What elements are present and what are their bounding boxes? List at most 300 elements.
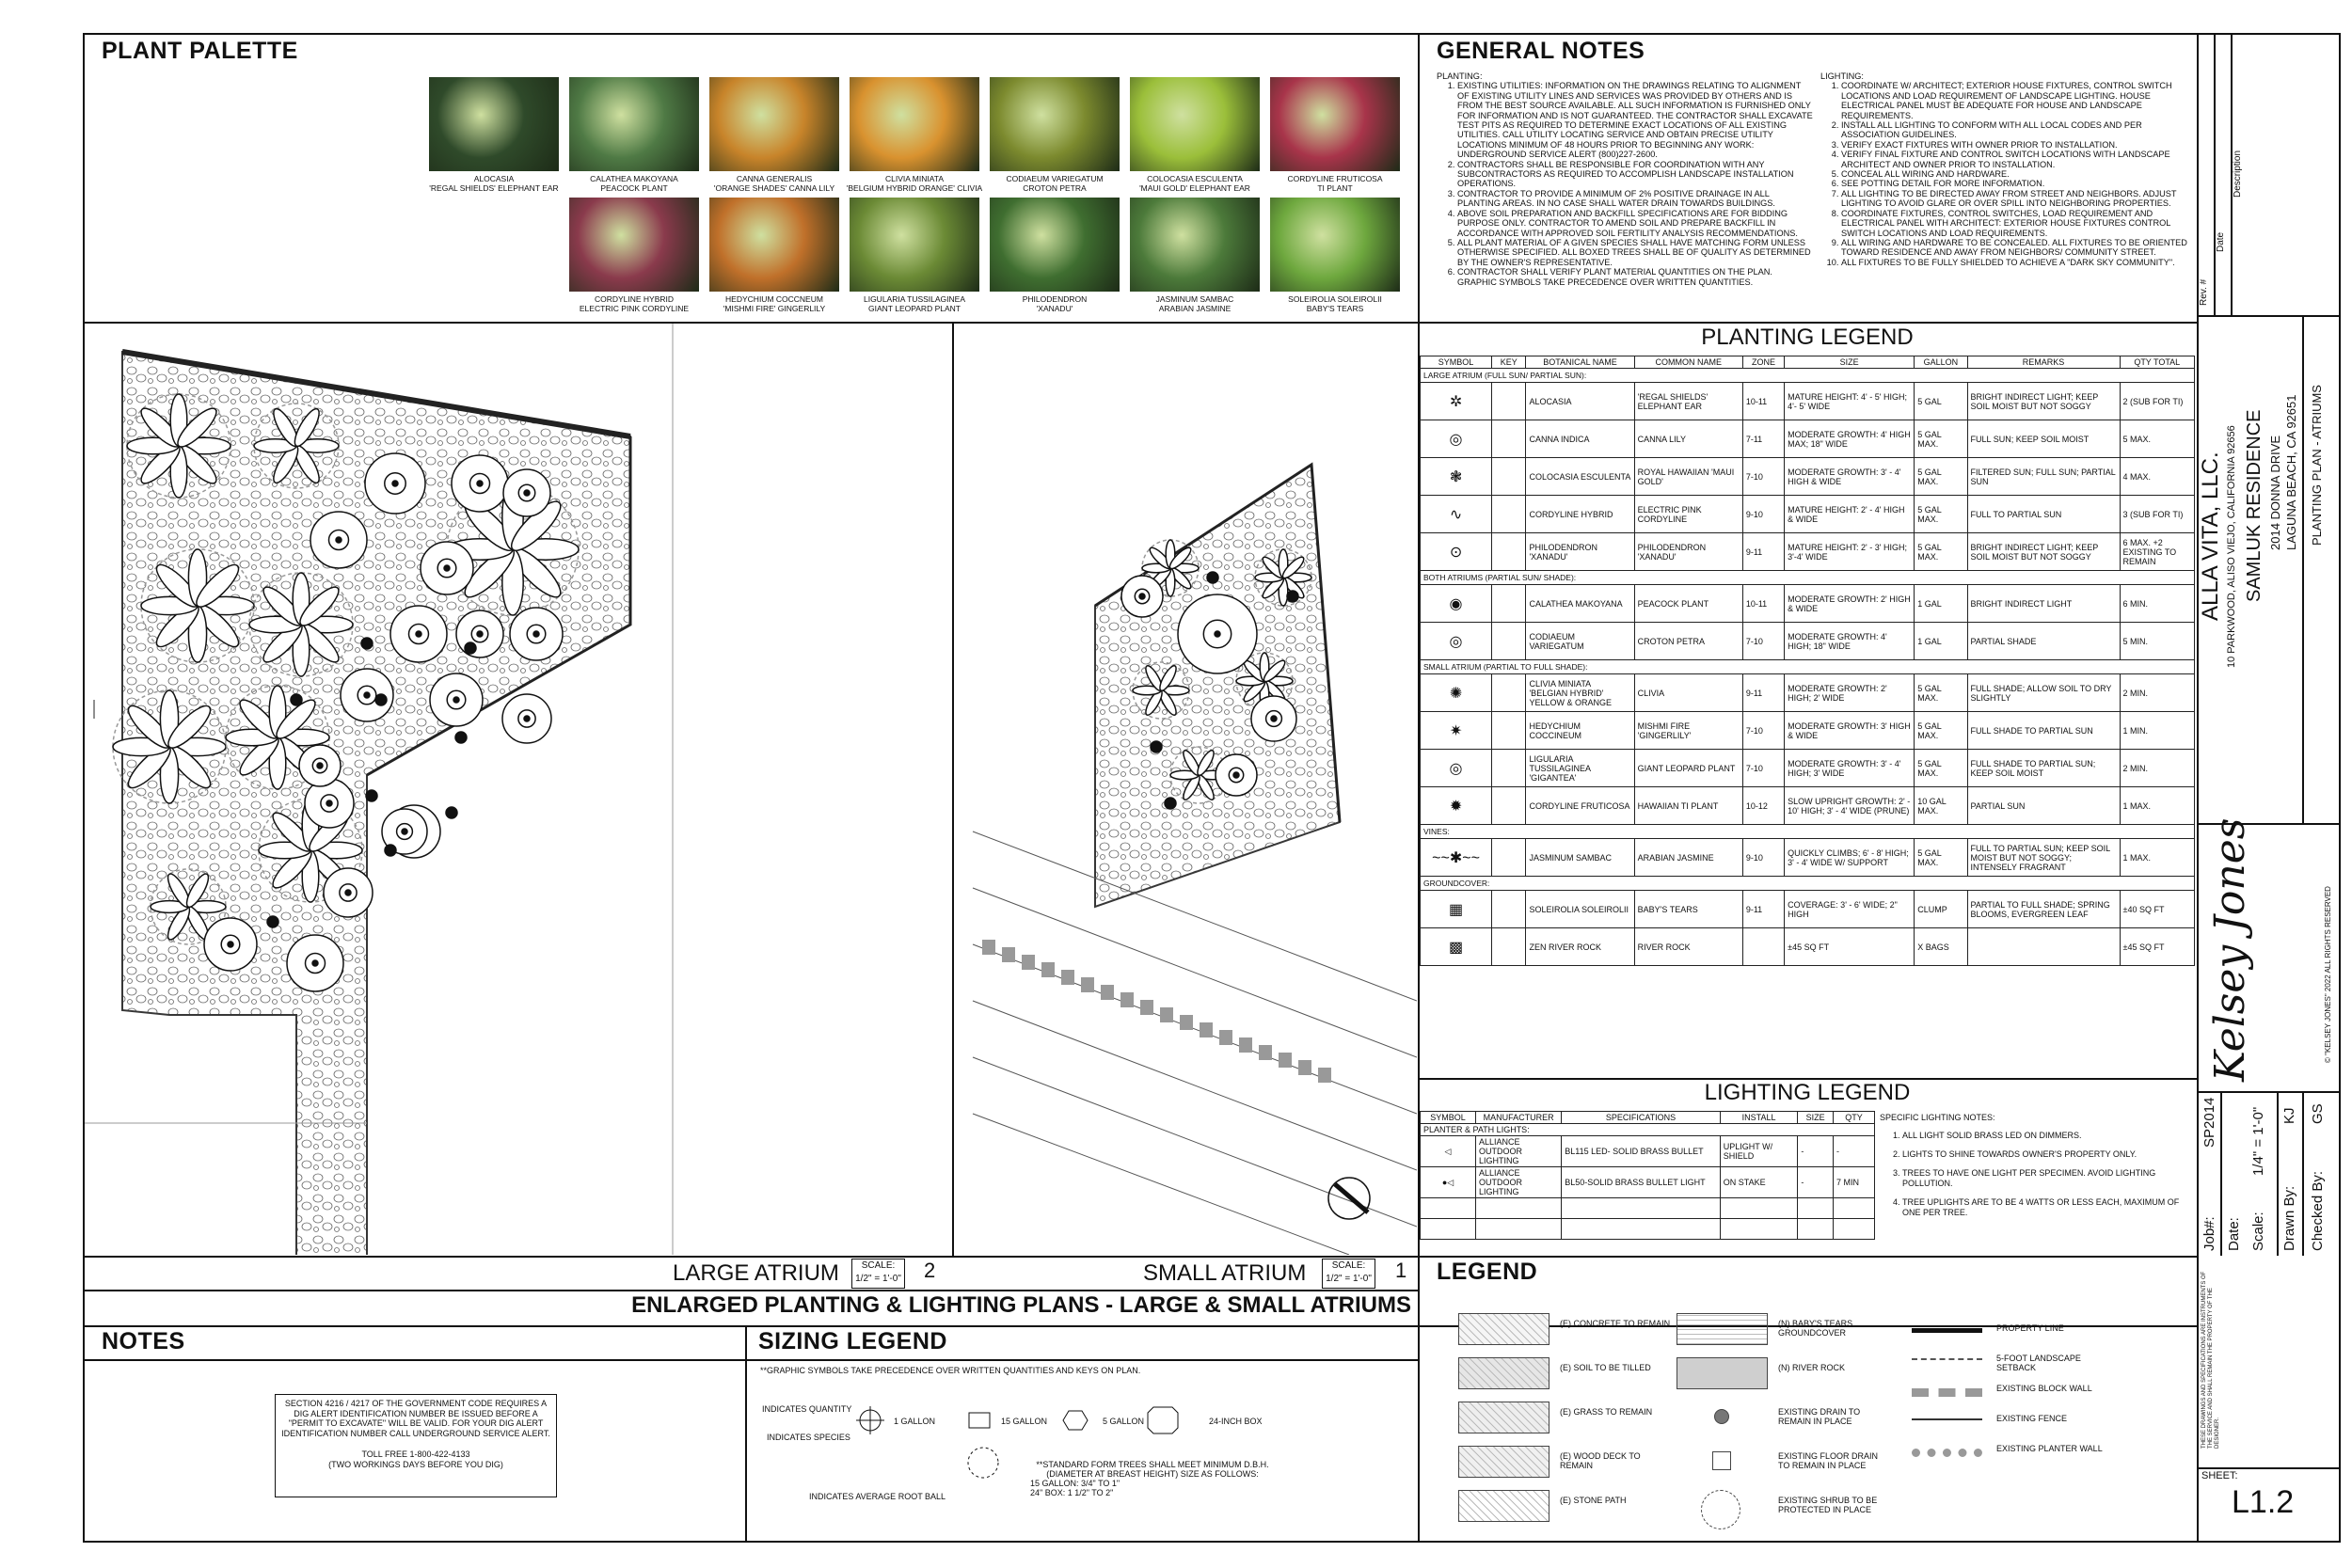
plant-zone: 10-12 — [1742, 787, 1784, 825]
plant-size: MODERATE GROWTH: 3' - 4' HIGH; 3' WIDE — [1785, 750, 1915, 787]
lighting-empty-cell — [1798, 1219, 1834, 1240]
tb-signature: Kelsey Jones — [2206, 817, 2254, 1082]
block-wall-segment — [1140, 1000, 1153, 1015]
plant-size: QUICKLY CLIMBS; 6' - 8' HIGH; 3' - 4' WIDE W/ SUPPORT — [1785, 839, 1915, 877]
plant-caption — [704, 175, 845, 193]
tb-job-label: Job#: — [2201, 1216, 2217, 1251]
legend-label: PROPERTY LINE — [1996, 1323, 2064, 1333]
plant-symbol-ring — [421, 542, 473, 594]
legend-swatch — [1458, 1313, 1549, 1345]
plant-caption-sub: PEACOCK PLANT — [600, 182, 668, 193]
divider-notes — [1418, 322, 2197, 324]
lighting-legend-table — [1420, 1111, 1875, 1240]
light-fixture-icon — [291, 694, 302, 705]
large-atrium-scale — [851, 1259, 905, 1289]
plant-key — [1492, 787, 1526, 825]
plant-zone: 7-10 — [1742, 712, 1784, 750]
lighting-row — [1421, 1136, 1875, 1167]
plant-gallon: 5 GAL — [1915, 383, 1967, 420]
plant-symbol-ring — [390, 606, 447, 662]
plant-gallon: 5 GAL MAX. — [1915, 420, 1967, 458]
plant-zone: 7-10 — [1742, 623, 1784, 660]
legend-group-row — [1421, 825, 2195, 839]
legend-label: (E) CONCRETE TO REMAIN — [1560, 1319, 1671, 1328]
plant-caption-name: ALOCASIA — [473, 174, 515, 183]
plant-symbol-ring — [430, 673, 483, 726]
plant-photo — [569, 198, 699, 292]
small-scale-value: 1/2" = 1'-0" — [1326, 1274, 1372, 1284]
lighting-empty-cell — [1833, 1198, 1874, 1219]
plant-qty: 2 MIN. — [2120, 750, 2195, 787]
legend-swatch — [1458, 1490, 1549, 1522]
plant-symbol-ring — [1251, 696, 1296, 741]
lighting-empty-cell — [1421, 1219, 1476, 1240]
lighting-note: 8. COORDINATE FIXTURES, CONTROL SWITCHES, LOAD REQUIREMENT AND ELECTRICAL PANEL WITH ARCHITECT: EXTERIOR HOUSE FIXTURES CONTROL SWITCH LOCATIONS AND LOAD REQUIREMENTS. — [1841, 209, 2189, 238]
plant-symbol: ◉ — [1421, 585, 1492, 623]
plant-botanical: CORDYLINE FRUTICOSA — [1526, 787, 1634, 825]
legend-group-row — [1421, 571, 2195, 585]
plant-symbol-flower — [1255, 549, 1311, 606]
plant-symbol-ring — [510, 608, 563, 660]
plant-gallon: CLUMP — [1915, 891, 1967, 928]
plant-photo — [1270, 198, 1400, 292]
sizing-5gal: 5 GALLON — [1103, 1417, 1145, 1426]
plant-caption-sub: CROTON PETRA — [1023, 182, 1087, 193]
plant-symbol: ▩ — [1421, 928, 1492, 966]
lighting-row — [1421, 1167, 1875, 1198]
block-wall-segment — [1160, 1007, 1173, 1022]
plant-zone: 9-10 — [1742, 496, 1784, 533]
legend-group-row — [1421, 369, 2195, 383]
plant-gallon: 5 GAL MAX. — [1915, 750, 1967, 787]
light-fixture-icon — [375, 694, 387, 705]
lighting-empty-cell — [1562, 1219, 1721, 1240]
plant-symbol: ◎ — [1421, 420, 1492, 458]
legend-header-cell: GALLON — [1915, 356, 1967, 369]
plant-symbol: ▦ — [1421, 891, 1492, 928]
lighting-header-cell: SPECIFICATIONS — [1562, 1112, 1721, 1124]
lighting-note: 6. SEE POTTING DETAIL FOR MORE INFORMATION. — [1841, 179, 2189, 188]
plant-gallon: 5 GAL MAX. — [1915, 496, 1967, 533]
legend-label: EXISTING DRAIN TO REMAIN IN PLACE — [1778, 1407, 1861, 1426]
plant-botanical: CORDYLINE HYBRID — [1526, 496, 1634, 533]
light-fixture-icon — [361, 638, 373, 649]
plant-caption-sub: 'ORANGE SHADES' CANNA LILY — [713, 182, 835, 193]
plant-size: MATURE HEIGHT: 2' - 4' HIGH & WIDE — [1785, 496, 1915, 533]
block-wall-segment — [1259, 1045, 1272, 1060]
tb-company: ALLA VITA, LLC. — [2198, 451, 2223, 621]
legend-header-cell: SYMBOL — [1421, 356, 1492, 369]
block-wall-segment — [1061, 970, 1074, 985]
tb-divider-sheet — [2197, 1467, 2341, 1469]
block-wall-segment — [1081, 977, 1094, 992]
block-wall-segment — [1041, 962, 1055, 977]
block-wall-segment — [1180, 1015, 1193, 1030]
general-notes-title: GENERAL NOTES — [1437, 38, 1645, 64]
planting-note: 1. EXISTING UTILITIES: INFORMATION ON THE DRAWINGS RELATING TO ALIGNMENT OF EXISTING UTILITY LINES AND SERVICES WAS PROVIDED BY OTHERS AND IS FROM THE BEST SOURCE AVAILABLE. ALL SUCH INFORMATION IS FURNISHED ONLY FOR INFORMATION AND IS NOT GUARANTEED. THE CONTRACTOR SHALL EXCAVATE TEST PITS AS REQUIRED TO DETERMINE EXACT LOCATIONS OF ALL EXISTING UTILITIES. CALL UTILITY LOCATING SERVICE AND OBTAIN PRECISE UTILITY LOCATIONS MINIMUM OF 48 HOURS PRIOR TO BEGINNING ANY WORK: UNDERGROUND SERVICE ALERT (800)227-2600. — [1457, 81, 1813, 159]
plant-symbol-flower — [249, 573, 353, 676]
tb-plan-divider — [2302, 315, 2304, 823]
plant-zone: 10-11 — [1742, 383, 1784, 420]
plant-zone: 7-11 — [1742, 420, 1784, 458]
light-manufacturer: ALLIANCE OUTDOOR LIGHTING — [1476, 1136, 1562, 1167]
legend-line — [1912, 1388, 1982, 1397]
plant-caption-sub: 'MAUI GOLD' ELEPHANT EAR — [1139, 182, 1250, 193]
plant-caption-sub: BABY'S TEARS — [1306, 303, 1364, 313]
tb-copyright: © "KELSEY JONES" 2022 ALL RIGHTS RESERVED — [2324, 886, 2332, 1063]
tb-description: Description — [2233, 150, 2243, 198]
legend-row — [1421, 383, 2195, 420]
plant-botanical: CALATHEA MAKOYANA — [1526, 585, 1634, 623]
plant-remarks: PARTIAL TO FULL SHADE; SPRING BLOOMS, EVERGREEN LEAF — [1967, 891, 2120, 928]
lighting-header-cell: SYMBOL — [1421, 1112, 1476, 1124]
plant-zone: 9-11 — [1742, 674, 1784, 712]
plant-remarks: BRIGHT INDIRECT LIGHT — [1967, 585, 2120, 623]
plant-zone — [1742, 928, 1784, 966]
plant-size: MODERATE GROWTH: 4' HIGH; 18" WIDE — [1785, 623, 1915, 660]
plant-caption-sub: 'REGAL SHIELDS' ELEPHANT EAR — [429, 182, 559, 193]
lighting-header-row — [1421, 1112, 1875, 1124]
sizing-1gal: 1 GALLON — [894, 1417, 936, 1426]
plant-symbol-ring — [503, 469, 550, 516]
legend-group-label: SMALL ATRIUM (PARTIAL TO FULL SHADE): — [1421, 660, 2195, 674]
block-wall-segment — [1101, 985, 1114, 1000]
tb-checked: GS — [2310, 1103, 2326, 1124]
plant-key — [1492, 496, 1526, 533]
plant-botanical: ALOCASIA — [1526, 383, 1634, 420]
sizing-standard-1: **STANDARD FORM TREES SHALL MEET MINIMUM D.B.H. — [1036, 1460, 1269, 1469]
legend-label: EXISTING PLANTER WALL — [1996, 1444, 2103, 1453]
legend-label: EXISTING SHRUB TO BE PROTECTED IN PLACE — [1778, 1496, 1878, 1514]
plant-common: HAWAIIAN TI PLANT — [1634, 787, 1742, 825]
plant-caption — [1264, 175, 1406, 193]
plant-common: BABY'S TEARS — [1634, 891, 1742, 928]
plant-zone: 9-11 — [1742, 533, 1784, 571]
plant-remarks: PARTIAL SUN — [1967, 787, 2120, 825]
tb-checked-label: Checked By: — [2310, 1170, 2326, 1251]
light-install: UPLIGHT W/ SHIELD — [1720, 1136, 1798, 1167]
lighting-note: 10. ALL FIXTURES TO BE FULLY SHIELDED TO ACHIEVE A "DARK SKY COMMUNITY". — [1841, 258, 2189, 267]
tb-scale: 1/4" = 1'-0" — [2250, 1106, 2266, 1176]
divider-sheet-title — [83, 1290, 1419, 1291]
lighting-notes — [1820, 71, 2189, 267]
legend-label: (E) STONE PATH — [1560, 1496, 1627, 1505]
plant-size: ±45 SQ FT — [1785, 928, 1915, 966]
small-atrium-plan — [954, 324, 1417, 1255]
sizing-precedence: **GRAPHIC SYMBOLS TAKE PRECEDENCE OVER WRITTEN QUANTITIES AND KEYS ON PLAN. — [760, 1366, 1141, 1375]
legend-swatch — [1714, 1409, 1729, 1424]
dig-alert-box — [275, 1394, 557, 1497]
legend-header-cell: COMMON NAME — [1634, 356, 1742, 369]
divider-titleblock — [2197, 33, 2199, 1543]
plant-remarks: FULL SHADE TO PARTIAL SUN; KEEP SOIL MOIST — [1967, 750, 2120, 787]
lighting-empty-cell — [1720, 1219, 1798, 1240]
lighting-header-cell: INSTALL — [1720, 1112, 1798, 1124]
plant-key — [1492, 533, 1526, 571]
plant-qty: 1 MAX. — [2120, 839, 2195, 877]
sizing-root: INDICATES AVERAGE ROOT BALL — [809, 1492, 946, 1501]
plant-symbol-ring — [324, 868, 373, 917]
plant-botanical: SOLEIROLIA SOLEIROLII — [1526, 891, 1634, 928]
legend-header-cell: KEY — [1492, 356, 1526, 369]
sizing-15gal: 15 GALLON — [1001, 1417, 1048, 1426]
large-atrium-label: LARGE ATRIUM — [673, 1260, 839, 1286]
plant-symbol-ring — [452, 455, 508, 512]
plant-symbol-ring — [305, 779, 354, 828]
plant-caption — [564, 175, 705, 193]
plant-common: CANNA LILY — [1634, 420, 1742, 458]
light-symbol: ◁ — [1421, 1136, 1476, 1167]
lighting-note: 7. ALL LIGHTING TO BE DIRECTED AWAY FROM STREET AND NEIGHBORS. ADJUST LIGHTING TO AVOID GLARE OR OVER SPILL INTO NEIGHBORING PROPERTIES. — [1841, 189, 2189, 209]
legend-label: (N) RIVER ROCK — [1778, 1363, 1846, 1372]
legend-row — [1421, 533, 2195, 571]
lighting-group-row — [1421, 1124, 1875, 1136]
plant-caption-name: CORDYLINE HYBRID — [594, 294, 675, 304]
plant-symbol-ring — [502, 694, 551, 743]
plant-remarks: FULL TO PARTIAL SUN — [1967, 496, 2120, 533]
legend-row — [1421, 458, 2195, 496]
plant-gallon: X BAGS — [1915, 928, 1967, 966]
plant-remarks: BRIGHT INDIRECT LIGHT; KEEP SOIL MOIST BUT NOT SOGGY — [1967, 533, 2120, 571]
plant-symbol-ring — [310, 512, 367, 568]
block-wall-segment — [1002, 947, 1015, 962]
plant-photo — [850, 77, 979, 171]
sizing-qty: INDICATES QUANTITY — [762, 1404, 852, 1414]
lighting-empty-cell — [1476, 1219, 1562, 1240]
legend-group-label: BOTH ATRIUMS (PARTIAL SUN/ SHADE): — [1421, 571, 2195, 585]
light-qty: - — [1833, 1136, 1874, 1167]
lighting-notes-head: LIGHTING: — [1820, 71, 1864, 81]
plant-remarks: FILTERED SUN; FULL SUN; PARTIAL SUN — [1967, 458, 2120, 496]
light-fixture-icon — [385, 845, 396, 856]
light-manufacturer: ALLIANCE OUTDOOR LIGHTING — [1476, 1167, 1562, 1198]
legend-row — [1421, 928, 2195, 966]
legend-header-row — [1421, 356, 2195, 369]
lighting-note: 1. COORDINATE W/ ARCHITECT; EXTERIOR HOUSE FIXTURES, CONTROL SWITCH LOCATIONS AND LOAD REQUIREMENT OF LANDSCAPE LIGHTING. HOUSE ELECTRICAL PANEL MUST BE ADEQUATE FOR HOUSE AND LANDSCAPE REQUIREMENTS. — [1841, 81, 2189, 120]
plant-symbol: ✹ — [1421, 787, 1492, 825]
plant-symbol-ring — [299, 745, 341, 786]
plant-symbol: ✺ — [1421, 674, 1492, 712]
plant-key — [1492, 839, 1526, 877]
block-wall-segment — [1318, 1068, 1331, 1083]
tb-job-col2 — [2277, 1091, 2279, 1256]
plant-size: MATURE HEIGHT: 2' - 3' HIGH; 3'-4' WIDE — [1785, 533, 1915, 571]
plant-symbol: ~~✱~~ — [1421, 839, 1492, 877]
plant-size: MODERATE GROWTH: 4' HIGH MAX; 18" WIDE — [1785, 420, 1915, 458]
divider-legend — [1418, 1256, 2197, 1258]
tb-drawn: KJ — [2281, 1107, 2297, 1124]
legend-title: LEGEND — [1437, 1259, 1538, 1285]
plant-common: GIANT LEOPARD PLANT — [1634, 750, 1742, 787]
tb-disclaimer: THESE DRAWINGS AND SPECIFICATIONS ARE INSTRUMENTS OF THE SERVICE AND SHALL REMAIN THE PROPERTY OF THE DESIGNER. — [2201, 1271, 2220, 1449]
legend-row — [1421, 712, 2195, 750]
plant-symbol-flower — [141, 549, 254, 662]
block-wall-segment — [982, 940, 995, 955]
plant-zone: 9-10 — [1742, 839, 1784, 877]
plant-zone: 9-11 — [1742, 891, 1784, 928]
plant-common: PEACOCK PLANT — [1634, 585, 1742, 623]
plant-size: SLOW UPRIGHT GROWTH: 2' - 10' HIGH; 3' - 4' WIDE (PRUNE) — [1785, 787, 1915, 825]
plant-photo — [1130, 77, 1260, 171]
plant-qty: ±45 SQ FT — [2120, 928, 2195, 966]
plant-caption — [1124, 295, 1265, 313]
planting-note: 5. ALL PLANT MATERIAL OF A GIVEN SPECIES SHALL HAVE MATCHING FORM UNLESS OTHERWISE SPECIFIED. ALL BOXED TREES SHALL BE OF QUALITY AS DETERMINED BY THE OWNER'S REPRESENTATIVE. — [1457, 238, 1813, 267]
sheet-title: ENLARGED PLANTING & LIGHTING PLANS - LARGE & SMALL ATRIUMS — [631, 1292, 1411, 1318]
planting-legend-title: PLANTING LEGEND — [1701, 325, 1914, 350]
light-fixture-icon — [267, 916, 278, 927]
plant-gallon: 5 GAL MAX. — [1915, 458, 1967, 496]
plant-qty: 6 MIN. — [2120, 585, 2195, 623]
tb-divider-rev — [2197, 315, 2341, 317]
plant-caption-sub: 'MISHMI FIRE' GINGERLILY — [723, 303, 826, 313]
sizing-standard-4: 24" BOX: 1 1/2" TO 2" — [1030, 1488, 1114, 1497]
plant-key — [1492, 458, 1526, 496]
lighting-note: 9. ALL WIRING AND HARDWARE TO BE CONCEALED. ALL FIXTURES TO BE ORIENTED TOWARD RESIDENCE AND AWAY FROM NEIGHBORS/ COMMUNITY STREET. — [1841, 238, 2189, 258]
plant-qty: 1 MAX. — [2120, 787, 2195, 825]
plant-symbol-ring — [287, 935, 343, 991]
plant-qty: 6 MAX. +2 EXISTING TO REMAIN — [2120, 533, 2195, 571]
legend-label: (E) WOOD DECK TO REMAIN — [1560, 1451, 1641, 1470]
specific-lighting-note: 1. ALL LIGHT SOLID BRASS LED ON DIMMERS. — [1902, 1131, 2190, 1141]
legend-row — [1421, 891, 2195, 928]
lighting-note: 2. INSTALL ALL LIGHTING TO CONFORM WITH ALL LOCAL CODES AND PER ASSOCIATION GUIDELINES. — [1841, 120, 2189, 140]
plant-gallon: 5 GAL MAX. — [1915, 533, 1967, 571]
plant-symbol: ∿ — [1421, 496, 1492, 533]
plant-symbol: ✲ — [1421, 383, 1492, 420]
sizing-standard — [1030, 1460, 1275, 1497]
block-wall-segment — [1219, 1030, 1232, 1045]
tb-street: 2014 DONNA DRIVE — [2268, 435, 2282, 550]
block-wall-segment — [1239, 1037, 1252, 1053]
plant-caption-sub: 'XANADU' — [1036, 303, 1073, 313]
plant-symbol-ring — [1121, 576, 1163, 617]
plant-remarks: FULL TO PARTIAL SUN; KEEP SOIL MOIST BUT NOT SOGGY; INTENSELY FRAGRANT — [1967, 839, 2120, 877]
light-fixture-icon — [455, 732, 467, 743]
plant-qty: 5 MIN. — [2120, 623, 2195, 660]
small-scale-label: SCALE: — [1331, 1260, 1366, 1271]
plant-symbol: ◎ — [1421, 623, 1492, 660]
plant-qty: 3 (SUB FOR TI) — [2120, 496, 2195, 533]
plant-caption-sub: ARABIAN JASMINE — [1158, 303, 1232, 313]
light-fixture-icon — [465, 642, 476, 654]
plant-photo — [1270, 77, 1400, 171]
tb-sheet-label: SHEET: — [2201, 1470, 2238, 1481]
plant-caption-sub: GIANT LEOPARD PLANT — [868, 303, 961, 313]
plant-symbol: ✷ — [1421, 712, 1492, 750]
dig-alert-text: SECTION 4216 / 4217 OF THE GOVERNMENT CODE REQUIRES A DIG ALERT IDENTIFICATION NUMBER BE ISSUED BEFORE A "PERMIT TO EXCAVATE" WILL BE VALID. FOR YOUR DIG ALERT IDENTIFICATION NUMBER CALL UNDERGROUND SERVICE ALERT. — [281, 1399, 550, 1438]
plant-palette-title: PLANT PALETTE — [102, 38, 298, 64]
dig-alert-days: (TWO WORKINGS DAYS BEFORE YOU DIG) — [328, 1459, 503, 1469]
legend-line — [1912, 1449, 1982, 1457]
lighting-header-cell: SIZE — [1798, 1112, 1834, 1124]
plant-botanical: LIGULARIA TUSSILAGINEA 'GIGANTEA' — [1526, 750, 1634, 787]
small-atrium-label: SMALL ATRIUM — [1143, 1260, 1307, 1286]
plant-botanical: PHILODENDRON 'XANADU' — [1526, 533, 1634, 571]
plant-zone: 7-10 — [1742, 750, 1784, 787]
large-scale-value: 1/2" = 1'-0" — [855, 1274, 901, 1284]
lighting-empty-cell — [1421, 1198, 1476, 1219]
lighting-empty-row — [1421, 1198, 1875, 1219]
specific-lighting-notes-head: SPECIFIC LIGHTING NOTES: — [1880, 1113, 1995, 1122]
plant-size: MODERATE GROWTH: 2' HIGH; 2' WIDE — [1785, 674, 1915, 712]
plant-caption-name: HEDYCHIUM COCCNEUM — [725, 294, 823, 304]
plant-photo — [990, 77, 1120, 171]
small-atrium-scale — [1322, 1259, 1375, 1289]
lighting-empty-cell — [1562, 1198, 1721, 1219]
plant-size: MODERATE GROWTH: 3' - 4' HIGH & WIDE — [1785, 458, 1915, 496]
plant-caption-name: CANNA GENERALIS — [736, 174, 813, 183]
light-install: ON STAKE — [1720, 1167, 1798, 1198]
plant-common: ELECTRIC PINK CORDYLINE — [1634, 496, 1742, 533]
plant-zone: 10-11 — [1742, 585, 1784, 623]
plant-gallon: 5 GAL MAX. — [1915, 674, 1967, 712]
light-fixture-icon — [1165, 798, 1176, 809]
plant-key — [1492, 383, 1526, 420]
plant-common: PHILODENDRON 'XANADU' — [1634, 533, 1742, 571]
sizing-legend-title: SIZING LEGEND — [758, 1328, 947, 1354]
lighting-legend-title: LIGHTING LEGEND — [1704, 1080, 1911, 1105]
lighting-group-label: PLANTER & PATH LIGHTS: — [1421, 1124, 1875, 1136]
plant-symbol-flower — [127, 394, 230, 498]
tb-plan: PLANTING PLAN - ATRIUMS — [2310, 385, 2324, 546]
legend-header-cell: BOTANICAL NAME — [1526, 356, 1634, 369]
legend-line — [1912, 1358, 1982, 1360]
planting-notes-head: PLANTING: — [1437, 71, 1483, 81]
plant-caption-name: JASMINUM SAMBAC — [1155, 294, 1234, 304]
tb-date-label: Date: — [2226, 1217, 2242, 1251]
divider-plan-labels — [83, 1256, 1419, 1258]
legend-row — [1421, 496, 2195, 533]
legend-header-cell: SIZE — [1785, 356, 1915, 369]
plant-remarks: FULL SHADE TO PARTIAL SUN — [1967, 712, 2120, 750]
notes-title: NOTES — [102, 1328, 185, 1354]
plant-qty: ±40 SQ FT — [2120, 891, 2195, 928]
plant-key — [1492, 674, 1526, 712]
block-wall-segment — [1022, 955, 1035, 970]
plant-caption-name: CLIVIA MINIATA — [884, 174, 945, 183]
specific-lighting-notes — [1880, 1113, 2190, 1227]
plant-photo — [429, 77, 559, 171]
plant-key — [1492, 750, 1526, 787]
legend-header-cell: REMARKS — [1967, 356, 2120, 369]
planting-note: 6. CONTRACTOR SHALL VERIFY PLANT MATERIAL QUANTITIES ON THE PLAN. GRAPHIC SYMBOLS TAKE PRECEDENCE OVER WRITTEN QUANTITIES. — [1457, 267, 1813, 287]
legend-swatch — [1677, 1357, 1768, 1389]
legend-row — [1421, 674, 2195, 712]
plant-caption — [844, 175, 985, 193]
legend-label: EXISTING BLOCK WALL — [1996, 1384, 2092, 1393]
light-size: - — [1798, 1167, 1834, 1198]
plant-remarks: BRIGHT INDIRECT LIGHT; KEEP SOIL MOIST BUT NOT SOGGY — [1967, 383, 2120, 420]
planting-note: 3. CONTRACTOR TO PROVIDE A MINIMUM OF 2% POSITIVE DRAINAGE IN ALL PLANTING AREAS. IN NO CASE SHALL WATER DRAIN TOWARDS BUILDINGS. — [1457, 189, 1813, 209]
plant-symbol-ring — [341, 669, 393, 721]
plant-common: 'REGAL SHIELDS' ELEPHANT EAR — [1634, 383, 1742, 420]
plant-botanical: ZEN RIVER ROCK — [1526, 928, 1634, 966]
plant-zone: 7-10 — [1742, 458, 1784, 496]
plant-caption-name: CORDYLINE FRUTICOSA — [1287, 174, 1383, 183]
tb-divider-job — [2197, 1091, 2341, 1093]
legend-line — [1912, 1418, 1982, 1420]
plant-gallon: 5 GAL MAX. — [1915, 839, 1967, 877]
plant-size: MODERATE GROWTH: 3' HIGH & WIDE — [1785, 712, 1915, 750]
plant-symbol-ring — [1216, 754, 1257, 796]
legend-header-cell: ZONE — [1742, 356, 1784, 369]
tb-job-col3 — [2302, 1091, 2304, 1256]
lighting-header-cell: MANUFACTURER — [1476, 1112, 1562, 1124]
plant-caption-sub: TI PLANT — [1317, 182, 1353, 193]
light-symbol: ●◁ — [1421, 1167, 1476, 1198]
plant-symbol-ring — [204, 918, 257, 971]
legend-swatch — [1677, 1313, 1768, 1345]
